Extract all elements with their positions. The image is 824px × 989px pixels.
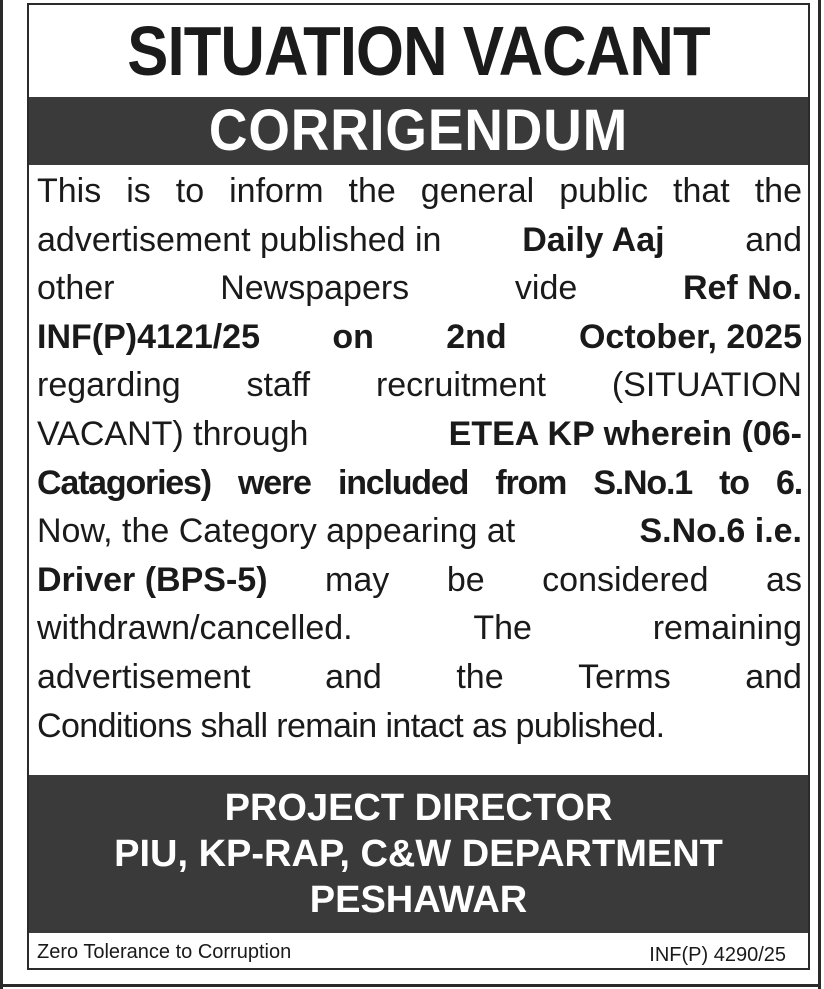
word: Newspapers	[220, 269, 410, 308]
ref-date: October, 2025	[578, 317, 802, 356]
word: considered	[542, 560, 709, 599]
word: and	[745, 657, 802, 696]
etea-text: ETEA KP wherein (06-	[448, 414, 802, 453]
notice-body	[37, 167, 802, 750]
word: remaining	[652, 609, 802, 648]
newspaper-name: Daily Aaj	[522, 220, 665, 259]
body-line-3	[37, 264, 802, 313]
slogan: Zero Tolerance to Corruption	[37, 941, 292, 963]
word: Terms	[578, 657, 671, 696]
body-line-1	[37, 167, 802, 216]
body-text: Conditions shall remain intact as published.	[37, 706, 665, 745]
signatory-city: PESHAWAR	[309, 879, 528, 921]
word: The	[473, 609, 532, 648]
signatory-department: PIU, KP-RAP, C&W DEPARTMENT	[114, 833, 723, 875]
driver-post: Driver (BPS-5)	[37, 560, 268, 599]
word: be	[446, 560, 485, 599]
body-line-11	[37, 653, 802, 702]
body-text: This is to inform the general public that the	[37, 172, 802, 210]
word: the	[456, 657, 504, 696]
signatory-band	[29, 775, 808, 933]
word: regarding	[37, 366, 181, 405]
body-line-6	[37, 410, 802, 459]
word: other	[37, 269, 115, 308]
body-line-9	[37, 556, 802, 605]
page-edge-left	[0, 0, 3, 989]
corrigendum-heading: CORRIGENDUM	[208, 98, 629, 163]
body-line-7	[37, 459, 802, 508]
body-line-10	[37, 604, 802, 653]
ad-title: SITUATION VACANT	[127, 12, 710, 90]
page-edge-bottom	[0, 984, 821, 987]
word: staff	[246, 366, 311, 405]
word: on	[332, 317, 374, 356]
word: and	[325, 657, 382, 696]
word: 2nd	[446, 317, 507, 356]
word: as	[766, 560, 802, 599]
word: withdrawn/cancelled.	[37, 609, 353, 648]
serial-ref: S.No.6 i.e.	[639, 512, 802, 551]
page-edge-right	[818, 0, 821, 989]
body-line-2	[37, 216, 802, 265]
word: recruitment	[375, 366, 547, 405]
inf-reference: INF(P) 4290/25	[649, 944, 786, 966]
body-line-4	[37, 313, 802, 362]
signatory-title: PROJECT DIRECTOR	[224, 787, 613, 829]
word: vide	[514, 269, 578, 308]
body-text: Now, the Category appearing at	[37, 512, 516, 551]
word: (SITUATION	[611, 366, 802, 405]
body-text: and	[745, 220, 802, 259]
categories-text: Catagories) were included from S.No.1 to 6.	[37, 463, 802, 502]
body-line-8	[37, 507, 802, 556]
body-text: advertisement published in	[37, 220, 442, 259]
advertisement-box	[27, 3, 810, 970]
body-line-5	[37, 361, 802, 410]
body-text: VACANT) through	[37, 414, 309, 453]
word: advertisement	[37, 657, 251, 696]
body-line-12	[37, 702, 802, 751]
ref-label: Ref No.	[682, 269, 802, 308]
ref-number: INF(P)4121/25	[37, 317, 260, 356]
word: may	[325, 560, 390, 599]
corrigendum-band	[29, 97, 808, 165]
